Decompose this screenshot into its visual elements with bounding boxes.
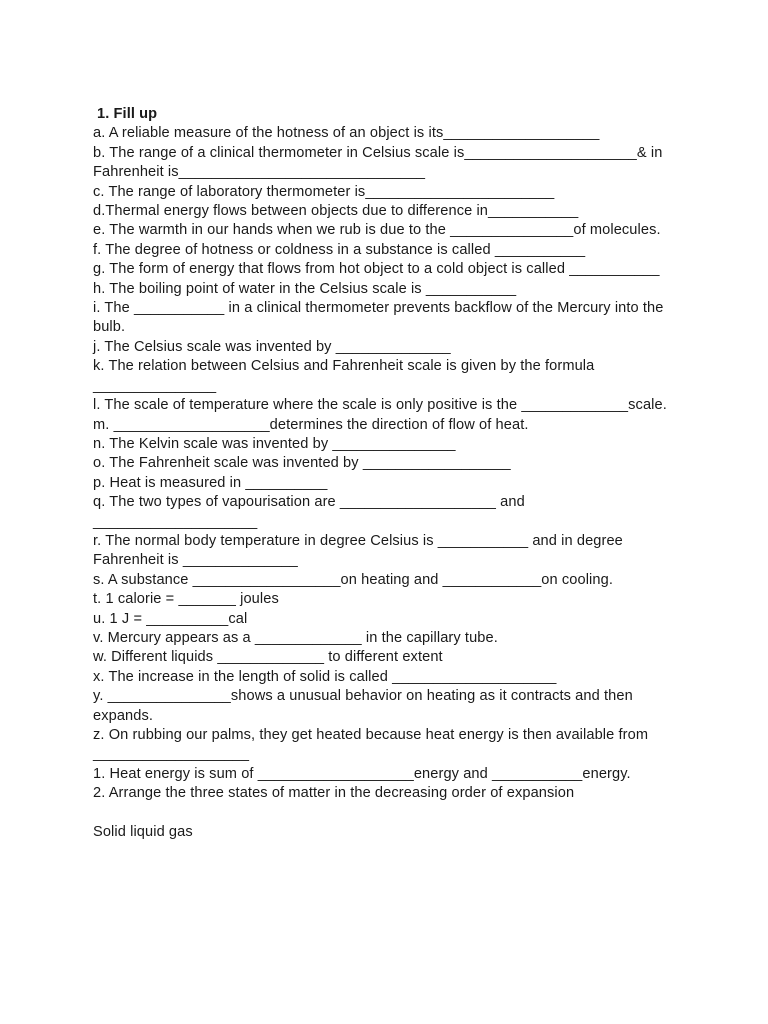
worksheet-content (93, 105, 693, 842)
question-u: u. 1 J = __________cal (93, 610, 248, 627)
question-t: t. 1 calorie = _______ joules (93, 591, 279, 608)
section-heading: 1. Fill up (97, 106, 158, 122)
answer-text: Solid liquid gas (93, 824, 193, 841)
question-w: w. Different liquids _____________ to different extent (93, 649, 443, 666)
question-o: o. The Fahrenheit scale was invented by __________________ (93, 455, 511, 472)
question-f: f. The degree of hotness or coldness in a substance is called ___________ (93, 241, 586, 258)
question-n: n. The Kelvin scale was invented by _______________ (93, 435, 456, 452)
question-l: l. The scale of temperature where the scale is only positive is the _____________scale. (93, 397, 667, 414)
question-e: e. The warmth in our hands when we rub is due to the _______________of molecules. (93, 222, 661, 239)
question-i: i. The ___________ in a clinical thermometer prevents backflow of the Mercury into the bulb. (93, 300, 664, 336)
question-y: y. _______________shows a unusual behavior on heating as it contracts and then expands. (93, 688, 633, 724)
question-b: b. The range of a clinical thermometer in Celsius scale is_____________________& in Fahrenheit is______________________________ (93, 144, 663, 181)
question-k: k. The relation between Celsius and Fahrenheit scale is given by the formula _______________ (93, 358, 595, 394)
question-2: 2. Arrange the three states of matter in the decreasing order of expansion (93, 785, 575, 802)
question-c: c. The range of laboratory thermometer is_______________________ (93, 183, 555, 200)
question-j: j. The Celsius scale was invented by ______________ (93, 338, 451, 355)
question-s: s. A substance __________________on heating and ____________on cooling. (93, 571, 613, 588)
question-z: z. On rubbing our palms, they get heated because heat energy is then available from ___________________ (93, 727, 649, 763)
question-h: h. The boiling point of water in the Celsius scale is ___________ (93, 280, 517, 297)
question-q: q. The two types of vapourisation are ___________________ and ____________________ (93, 494, 525, 530)
question-a: a. A reliable measure of the hotness of an object is its___________________ (93, 125, 600, 142)
question-p: p. Heat is measured in __________ (93, 474, 328, 491)
blank-line (93, 804, 693, 823)
question-g: g. The form of energy that flows from hot object to a cold object is called ___________ (93, 261, 660, 278)
question-x: x. The increase in the length of solid is called ____________________ (93, 668, 557, 685)
question-v: v. Mercury appears as a _____________ in the capillary tube. (93, 629, 498, 646)
question-d: d.Thermal energy flows between objects due to difference in___________ (93, 203, 579, 220)
question-r: r. The normal body temperature in degree Celsius is ___________ and in degree Fahrenheit is ______________ (93, 532, 623, 569)
question-m: m. ___________________determines the direction of flow of heat. (93, 416, 529, 433)
question-1: 1. Heat energy is sum of ___________________energy and ___________energy. (93, 765, 631, 782)
